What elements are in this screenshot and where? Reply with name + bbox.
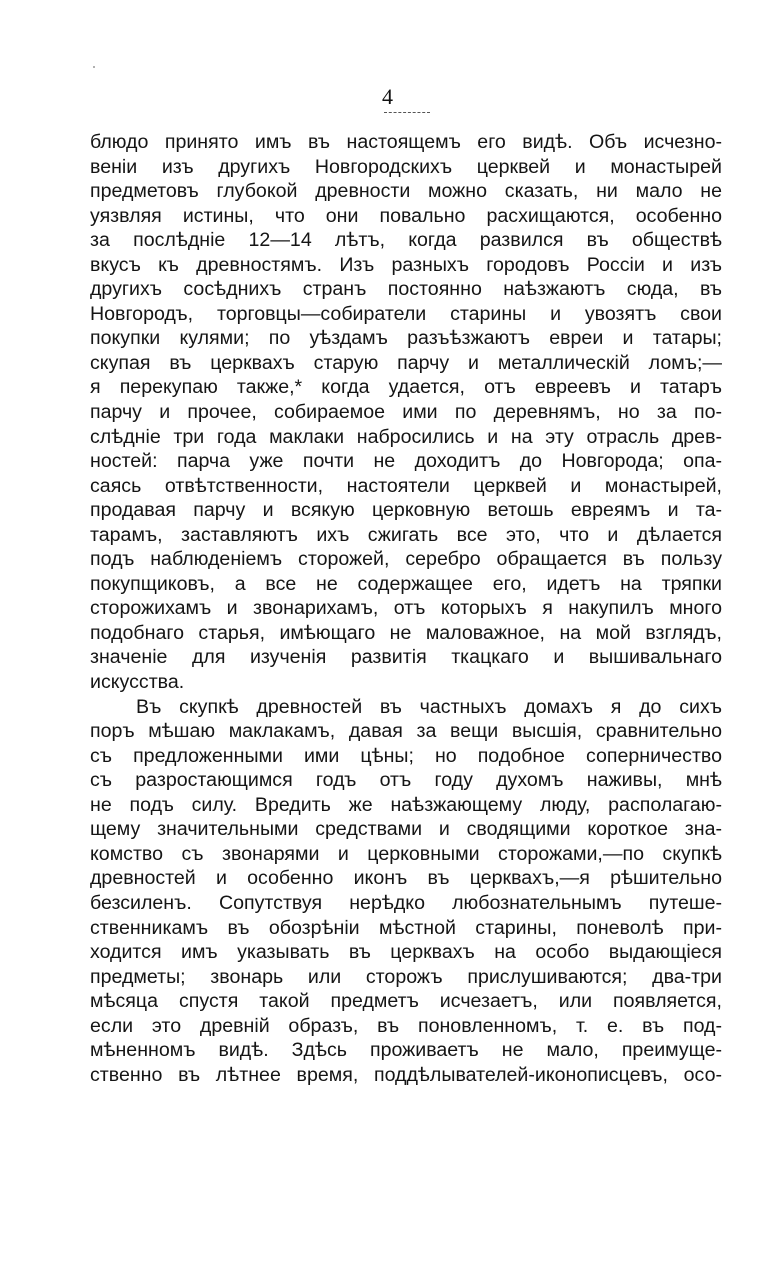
text-line: уязвляя истины, что они повально расхищаются, особенно (90, 204, 722, 227)
text-line: ностей: парча уже почти не доходитъ до Новгорода; опа- (90, 450, 722, 473)
text-line: поръ мѣшаю маклакамъ, давая за вещи высшія, сравнительно (90, 720, 722, 743)
text-line: подобнаго старья, имѣющаго не маловажное, на мой взглядъ, (90, 621, 722, 644)
text-line: саясь отвѣтственности, настоятели церквей и монастырей, (90, 474, 722, 497)
text-line: ственникамъ въ обозрѣніи мѣстной старины, поневолѣ при- (90, 916, 722, 939)
text-line: значеніе для изученія развитія ткацкаго и вышивальнаго (90, 646, 722, 669)
page-number-rule (384, 112, 430, 113)
text-line: сторожихамъ и звонарихамъ, отъ которыхъ я накупилъ много (90, 597, 722, 620)
text-line: Новгородъ, торговцы—собиратели старины и увозятъ свои (90, 302, 722, 325)
text-line: покупщиковъ, а все не содержащее его, идетъ на тряпки (90, 572, 722, 595)
text-line: съ предложенными ими цѣны; но подобное соперничество (90, 744, 722, 767)
text-line: ходится имъ указывать въ церквахъ на особо выдающіеся (90, 941, 722, 964)
text-line: предметовъ глубокой древности можно сказать, ни мало не (90, 180, 722, 203)
text-line: слѣдніе три года маклаки набросились и на эту отрасль древ- (90, 425, 722, 448)
text-line: древностей и особенно иконъ въ церквахъ,—я рѣшительно (90, 867, 722, 890)
text-line: искусства. (90, 671, 185, 694)
page-number: 4 (382, 84, 393, 109)
text-line: Въ скупкѣ древностей въ частныхъ домахъ я до сихъ (136, 695, 722, 718)
text-line: за послѣдніе 12—14 лѣтъ, когда развился въ обществѣ (90, 229, 722, 252)
text-line: мѣсяца спустя такой предметъ исчезаетъ, или появляется, (90, 990, 722, 1013)
text-line: предметы; звонарь или сторожъ прислушиваются; два-три (90, 965, 722, 988)
text-line: покупки кулями; по уѣздамъ разъѣзжаютъ евреи и татары; (90, 327, 722, 350)
paragraph-1 (90, 130, 722, 695)
text-line: мѣненномъ видѣ. Здѣсь проживаетъ не мало, преимуще- (90, 1039, 722, 1062)
text-line: съ разростающимся годъ отъ году духомъ наживы, мнѣ (90, 769, 722, 792)
paragraph-2 (90, 695, 722, 1088)
text-line: я перекупаю также,* когда удается, отъ евреевъ и татаръ (90, 376, 722, 399)
text-line: другихъ сосѣднихъ странъ постоянно наѣзжаютъ сюда, въ (90, 278, 722, 301)
text-line: тарамъ, заставляютъ ихъ сжигать все это, что и дѣлается (90, 523, 722, 546)
text-line: безсиленъ. Сопутствуя нерѣдко любознательнымъ путеше- (90, 891, 722, 914)
text-line: если это древній образъ, въ поновленномъ, т. е. въ под- (90, 1014, 722, 1037)
text-line: продавая парчу и всякую церковную ветошь евреямъ и та- (90, 499, 722, 522)
text-line: веніи изъ другихъ Новгородскихъ церквей и монастырей (90, 155, 722, 178)
text-line: подъ наблюденіемъ сторожей, серебро обращается въ пользу (90, 548, 722, 571)
margin-speck (93, 66, 95, 68)
text-line: скупая въ церквахъ старую парчу и металлическій ломъ;— (90, 351, 722, 374)
text-line: блюдо принято имъ въ настоящемъ его видѣ. Объ исчезно- (90, 131, 722, 153)
text-line: комство съ звонарями и церковными сторожами,—по скупкѣ (90, 842, 722, 865)
text-line: парчу и прочее, собираемое ими по деревнямъ, но за по- (90, 401, 722, 424)
text-line: щему значительными средствами и сводящими короткое зна- (90, 818, 722, 841)
text-line: не подъ силу. Вредить же наѣзжающему люду, располагаю- (90, 793, 722, 816)
text-line: вкусъ къ древностямъ. Изъ разныхъ городовъ Россіи и изъ (90, 253, 722, 276)
text-block (90, 130, 722, 1087)
text-line: ственно въ лѣтнее время, поддѣлывателей-иконописцевъ, осо- (90, 1063, 722, 1086)
